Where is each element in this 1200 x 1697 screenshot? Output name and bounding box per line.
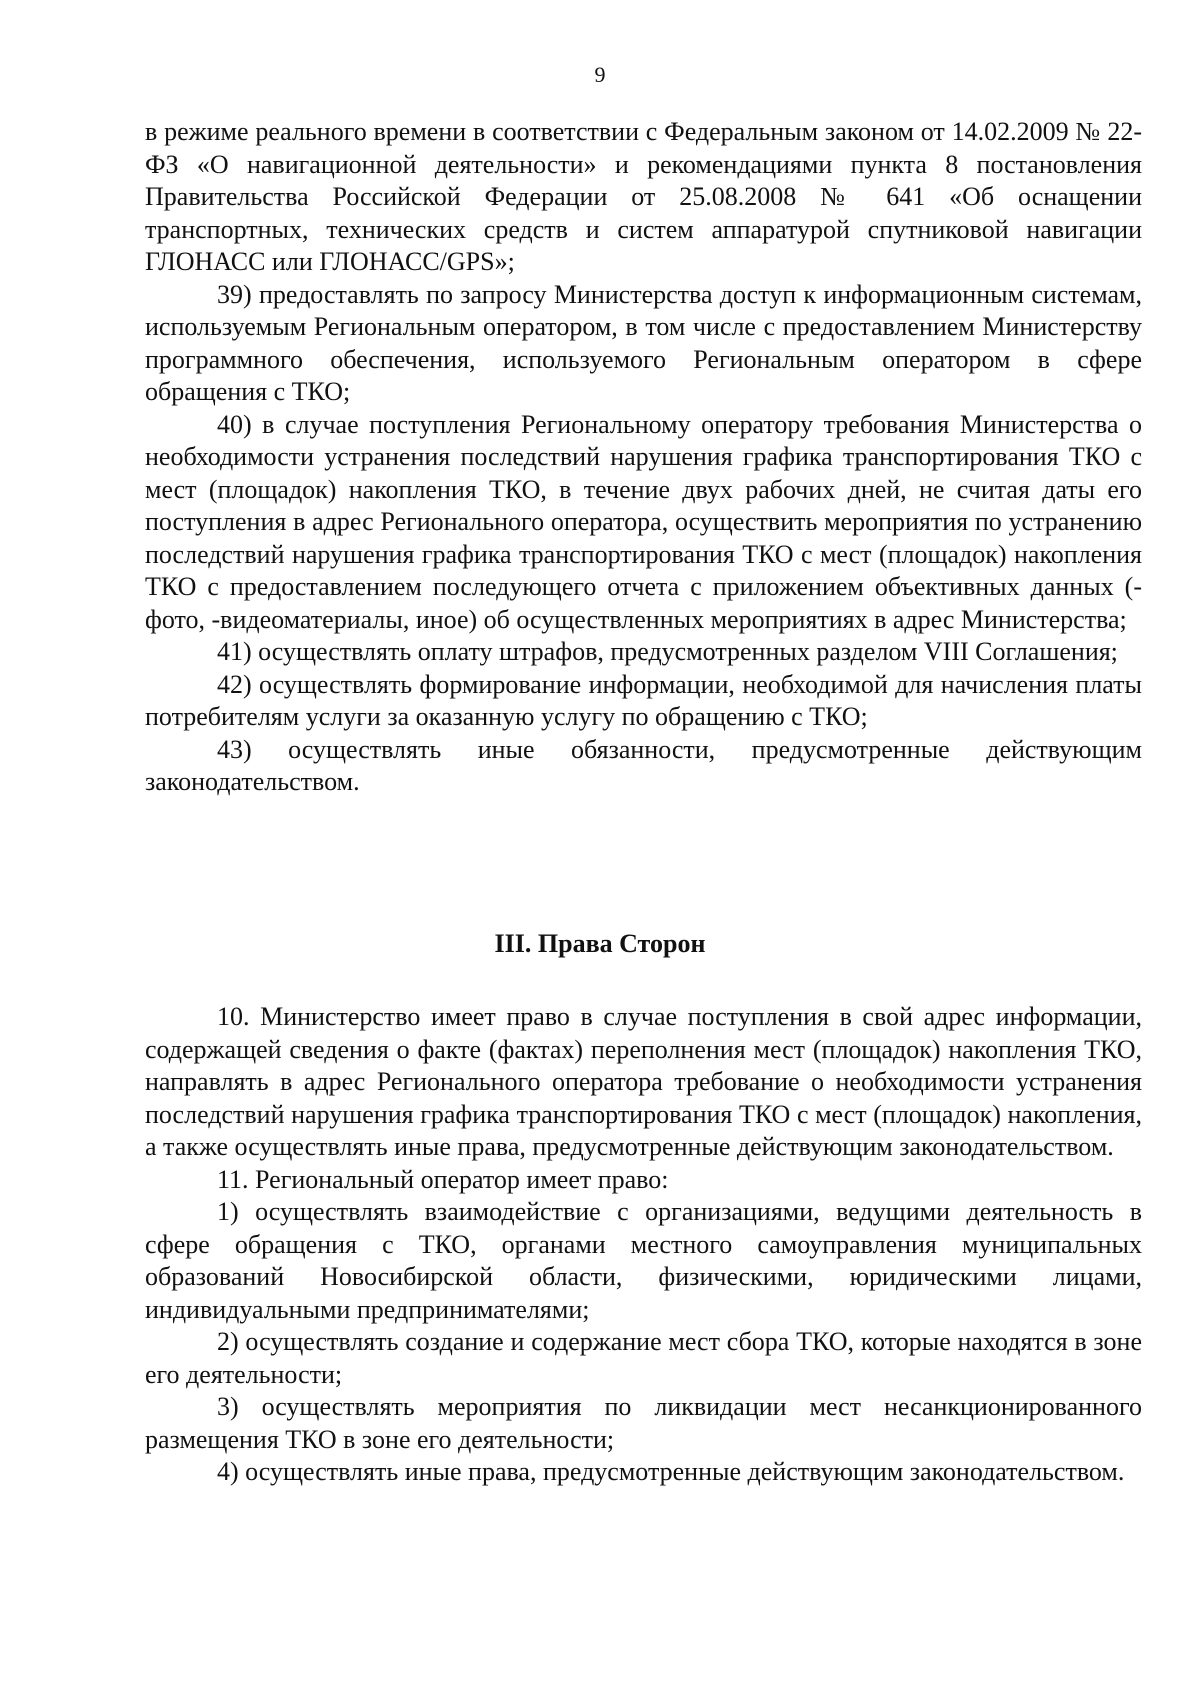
obligation-item-43: 43) осуществлять иные обязанности, предусмотренные действующим законодательством.: [145, 734, 1142, 796]
rights-item-1: 1) осуществлять взаимодействие с организациями, ведущими деятельность в сфере обращения с ТКО, органами местного самоуправления муниципальных образований Новосибирской области, физическими, юридическими лицами, индивидуальными предпринимателями;: [145, 1197, 1142, 1324]
section-title: III. Права Сторон: [494, 929, 706, 958]
rights-list: [145, 1001, 1142, 1489]
rights-clause-10: 10. Министерство имеет право в случае поступления в свой адрес информации, содержащей сведения о факте (фактах) переполнения мест (площадок) накопления ТКО, направлять в адрес Регионального оператора требование о необходимости устранения последствий нарушения графика транспортирования ТКО с мест (площадок) накопления, а также осуществлять иные права, предусмотренные действующим законодательством.: [145, 1002, 1142, 1161]
obligation-item-42: 42) осуществлять формирование информации, необходимой для начисления платы потребителям услуги за оказанную услугу по обращению с ТКО;: [145, 669, 1142, 731]
rights-item-4: 4) осуществлять иные права, предусмотренные действующим законодательством.: [217, 1457, 1125, 1486]
rights-item-2: 2) осуществлять создание и содержание мест сбора ТКО, которые находятся в зоне его деятельности;: [145, 1327, 1142, 1389]
rights-item-3: 3) осуществлять мероприятия по ликвидации мест несанкционированного размещения ТКО в зоне его деятельности;: [145, 1392, 1142, 1454]
obligation-item-39: 39) предоставлять по запросу Министерства доступ к информационным системам, используемым Региональным оператором, в том числе с предоставлением Министерству программного обеспечения, используемого Региональным оператором в сфере обращения с ТКО;: [145, 279, 1142, 406]
rights-clause-11: 11. Региональный оператор имеет право:: [217, 1164, 669, 1194]
obligation-item-41: 41) осуществлять оплату штрафов, предусмотренных разделом VIII Соглашения;: [217, 637, 1118, 666]
obligation-item-38-continuation: в режиме реального времени в соответствии с Федеральным законом от 14.02.2009 № 22-ФЗ «О навигационной деятельности» и рекомендациями пункта 8 постановления Правительства Российской Федерации от 25.08.2008 № 641 «Об оснащении транспортных, технических средств и систем аппаратурой спутниковой навигации ГЛОНАСС или ГЛОНАСС/GPS»;: [145, 117, 1142, 276]
page-number: 9: [594, 62, 606, 87]
obligation-item-40: 40) в случае поступления Региональному оператору требования Министерства о необходимости устранения последствий нарушения графика транспортирования ТКО с мест (площадок) накопления ТКО, в течение двух рабочих дней, не считая даты его поступления в адрес Регионального оператора, осуществить мероприятия по устранению последствий нарушения графика транспортирования ТКО с мест (площадок) накопления ТКО с предоставлением последующего отчета с приложением объективных данных (-фото, -видеоматериалы, иное) об осуществленных мероприятиях в адрес Министерства;: [145, 409, 1142, 634]
obligations-list: [145, 116, 1142, 799]
